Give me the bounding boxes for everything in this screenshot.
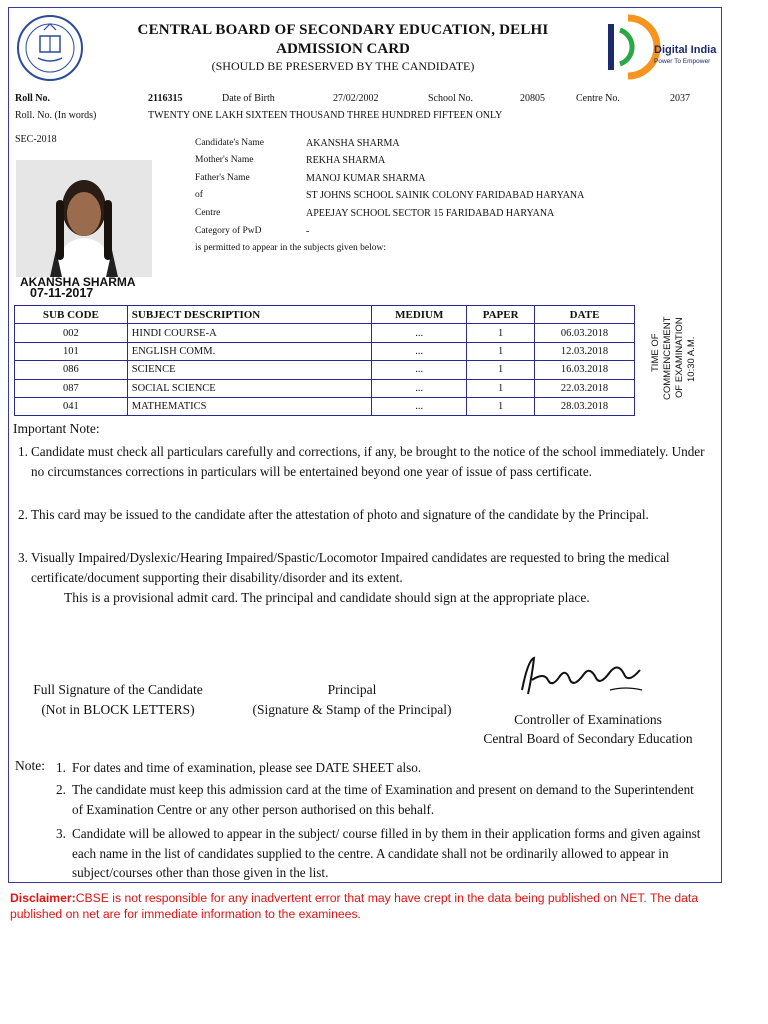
sub-code: 041 <box>15 397 128 415</box>
candidate-name-value: AKANSHA SHARMA <box>306 138 400 149</box>
important-note-item <box>18 505 718 525</box>
dob-label: Date of Birth <box>222 93 275 104</box>
candidate-signature-label <box>18 680 218 720</box>
table-row <box>15 342 635 360</box>
paper: 1 <box>467 379 535 397</box>
school-of-value: ST JOHNS SCHOOL SAINIK COLONY FARIDABAD HARYANA <box>306 190 585 201</box>
candidate-signature-line1: Full Signature of the Candidate <box>33 682 203 697</box>
candidate-portrait-icon <box>16 160 152 277</box>
pwd-value: - <box>306 226 310 237</box>
table-row <box>15 397 635 415</box>
important-note-title: Important Note: <box>13 421 100 436</box>
header-date: DATE <box>535 306 635 324</box>
dob-value: 27/02/2002 <box>333 93 379 104</box>
school-label: School No. <box>428 93 473 104</box>
note-number: 1. <box>18 444 28 459</box>
note-number: 1. <box>56 760 66 775</box>
paper: 1 <box>467 324 535 342</box>
disclaimer-text: CBSE is not responsible for any inadvertent error that may have crept in the data being published on NET. The data published on net are for immediate information to the examinees. <box>10 891 699 921</box>
final-note-item <box>56 780 706 819</box>
table-row <box>15 361 635 379</box>
final-note-item <box>56 758 706 778</box>
cbse-logo-icon <box>14 14 86 82</box>
note-number: 2. <box>18 507 28 522</box>
photo-caption-name: AKANSHA SHARMA <box>20 275 136 289</box>
sub-code: 101 <box>15 342 128 360</box>
important-note-item <box>18 548 718 587</box>
pwd-label: Category of PwD <box>195 226 262 236</box>
roll-words-label: Roll. No. (In words) <box>15 110 97 121</box>
note-text: The candidate must keep this admission card at the time of Examination and present on demand to the Superintendent of Examination Centre or any other person authorised on this behalf. <box>72 782 694 817</box>
medium: ... <box>372 342 467 360</box>
candidate-photo <box>16 160 152 277</box>
mother-name-label: Mother's Name <box>195 155 254 165</box>
time-line-4: 10:30 A.M. <box>686 336 697 382</box>
important-note-item <box>18 442 718 481</box>
header-paper: PAPER <box>467 306 535 324</box>
header-subject-description: SUBJECT DESCRIPTION <box>127 306 372 324</box>
mother-name-value: REKHA SHARMA <box>306 155 386 166</box>
father-name-label: Father's Name <box>195 173 250 183</box>
photo-caption-date: 07-11-2017 <box>30 286 94 300</box>
roll-words-value: TWENTY ONE LAKH SIXTEEN THOUSAND THREE HUNDRED FIFTEEN ONLY <box>148 110 503 121</box>
subject-description: SCIENCE <box>127 361 372 379</box>
note-text: Candidate must check all particulars carefully and corrections, if any, be brought to the notice of the school immediately. Under no circumstances corrections in particulars will be entertained beyond one year of issue of pass certificate. <box>31 444 705 479</box>
medium: ... <box>372 397 467 415</box>
permitted-text: is permitted to appear in the subjects given below: <box>195 243 387 253</box>
centre-no-label: Centre No. <box>576 93 620 104</box>
medium: ... <box>372 379 467 397</box>
centre-no-value: 2037 <box>670 93 690 104</box>
subject-description: MATHEMATICS <box>127 397 372 415</box>
controller-label <box>458 710 718 748</box>
disclaimer-label: Disclaimer: <box>10 891 76 905</box>
table-row <box>15 324 635 342</box>
subject-description: HINDI COURSE-A <box>127 324 372 342</box>
centre-label: Centre <box>195 208 221 218</box>
time-line-3: OF EXAMINATION <box>674 317 685 398</box>
sub-code: 086 <box>15 361 128 379</box>
card-title: ADMISSION CARD <box>276 41 410 57</box>
school-value: 20805 <box>520 93 545 104</box>
father-name-value: MANOJ KUMAR SHARMA <box>306 173 426 184</box>
note-text: For dates and time of examination, please see DATE SHEET also. <box>72 760 422 775</box>
digital-india-tagline: Power To Empower <box>654 58 711 65</box>
controller-line1: Controller of Examinations <box>514 712 662 727</box>
note-number: 3. <box>18 550 28 565</box>
exam-date: 16.03.2018 <box>535 361 635 379</box>
controller-line2: Central Board of Secondary Education <box>483 731 693 746</box>
sub-code: 087 <box>15 379 128 397</box>
paper: 1 <box>467 361 535 379</box>
exam-date: 22.03.2018 <box>535 379 635 397</box>
medium: ... <box>372 324 467 342</box>
table-header-row <box>15 306 635 324</box>
paper: 1 <box>467 342 535 360</box>
time-line-2: COMMENCEMENT <box>662 316 673 400</box>
commencement-time <box>648 308 720 400</box>
provisional-note: This is a provisional admit card. The principal and candidate should sign at the appropriate place. <box>64 590 590 605</box>
disclaimer <box>10 890 750 922</box>
subjects-table <box>14 305 635 416</box>
exam-date: 12.03.2018 <box>535 342 635 360</box>
principal-signature-line2: (Signature & Stamp of the Principal) <box>252 702 452 717</box>
note-text: This card may be issued to the candidate after the attestation of photo and signature of the candidate by the Principal. <box>31 507 649 522</box>
digital-india-label: Digital India <box>654 44 717 56</box>
table-row <box>15 379 635 397</box>
preserve-note: (SHOULD BE PRESERVED BY THE CANDIDATE) <box>211 59 475 73</box>
subject-description: SOCIAL SCIENCE <box>127 379 372 397</box>
note-number: 3. <box>56 826 66 841</box>
roll-label: Roll No. <box>15 93 50 104</box>
header-sub-code: SUB CODE <box>15 306 128 324</box>
principal-signature-label <box>222 680 482 720</box>
roll-value: 2116315 <box>148 93 183 104</box>
controller-signature-icon <box>514 650 654 700</box>
candidate-signature-line2: (Not in BLOCK LETTERS) <box>41 702 195 717</box>
centre-value: APEEJAY SCHOOL SECTOR 15 FARIDABAD HARYANA <box>306 208 555 219</box>
board-title: CENTRAL BOARD OF SECONDARY EDUCATION, DELHI <box>137 22 549 38</box>
final-note-item <box>56 824 706 883</box>
subject-description: ENGLISH COMM. <box>127 342 372 360</box>
note-text: Candidate will be allowed to appear in the subject/ course filled in by them in their application forms and given against each name in the list of candidates supplied to the centre. A candidate shall not be ordinarily allowed to appear in subject/courses other than those given in the list. <box>72 826 701 880</box>
session-label: SEC-2018 <box>15 134 57 145</box>
principal-signature-line1: Principal <box>327 682 377 697</box>
note-text: Visually Impaired/Dyslexic/Hearing Impaired/Spastic/Locomotor Impaired candidates are requested to bring the medical certificate/document supporting their disability/disorder and its extent. <box>31 550 670 585</box>
school-of-label: of <box>195 190 203 200</box>
sub-code: 002 <box>15 324 128 342</box>
final-note-prefix: Note: <box>15 758 45 773</box>
exam-date: 06.03.2018 <box>535 324 635 342</box>
time-line-1: TIME OF <box>650 333 661 372</box>
paper: 1 <box>467 397 535 415</box>
exam-date: 28.03.2018 <box>535 397 635 415</box>
medium: ... <box>372 361 467 379</box>
note-number: 2. <box>56 782 66 797</box>
candidate-name-label: Candidate's Name <box>195 138 264 148</box>
header-medium: MEDIUM <box>372 306 467 324</box>
